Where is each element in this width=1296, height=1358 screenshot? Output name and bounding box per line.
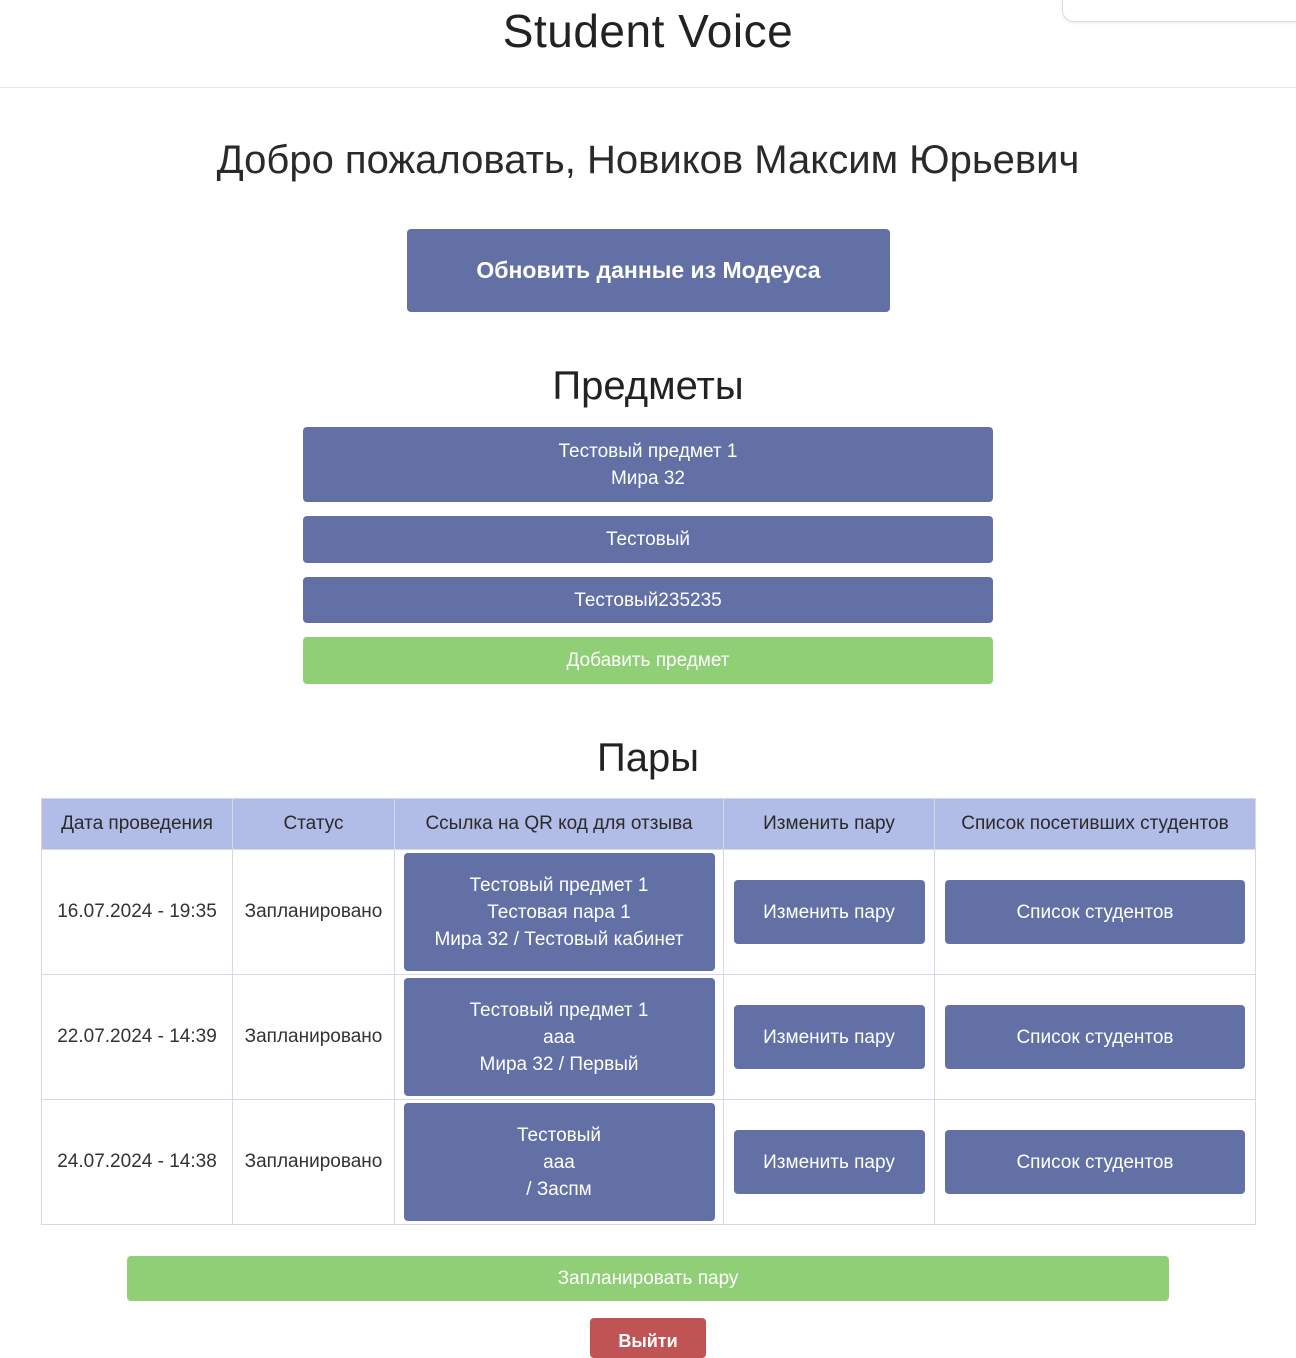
add-subject-button[interactable]: Добавить предмет bbox=[303, 637, 993, 684]
pair-status: Запланировано bbox=[233, 975, 395, 1100]
table-row bbox=[42, 850, 1256, 975]
qr-pair-name: aaa bbox=[543, 1151, 575, 1173]
pair-date: 16.07.2024 - 19:35 bbox=[42, 850, 233, 975]
subject-button-3[interactable] bbox=[303, 577, 993, 623]
app-title: Student Voice bbox=[502, 5, 794, 57]
pair-status: Запланировано bbox=[233, 1100, 395, 1225]
students-list-button[interactable]: Список студентов bbox=[945, 1130, 1245, 1194]
pair-status: Запланировано bbox=[233, 850, 395, 975]
pair-qr-cell bbox=[395, 975, 724, 1100]
table-row bbox=[42, 1100, 1256, 1225]
welcome-heading: Добро пожаловать, Новиков Максим Юрьевич bbox=[216, 138, 1080, 182]
column-header-date: Дата проведения bbox=[42, 799, 233, 850]
pair-date: 22.07.2024 - 14:39 bbox=[42, 975, 233, 1100]
students-list-button[interactable]: Список студентов bbox=[945, 1005, 1245, 1069]
table-row bbox=[42, 975, 1256, 1100]
pair-qr-cell bbox=[395, 1100, 724, 1225]
header bbox=[0, 0, 1296, 88]
qr-subject: Тестовый предмет 1 bbox=[469, 874, 649, 896]
edit-pair-button[interactable]: Изменить пару bbox=[734, 1130, 925, 1194]
pair-edit-cell bbox=[724, 1100, 935, 1225]
column-header-qr: Ссылка на QR код для отзыва bbox=[395, 799, 724, 850]
subject-button-1[interactable] bbox=[303, 427, 993, 502]
corner-panel bbox=[1062, 0, 1296, 22]
pair-students-cell bbox=[935, 975, 1256, 1100]
qr-link-button[interactable] bbox=[404, 853, 715, 971]
pair-qr-cell bbox=[395, 850, 724, 975]
qr-link-button[interactable] bbox=[404, 1103, 715, 1221]
subject-3-name: Тестовый235235 bbox=[574, 589, 722, 611]
pair-edit-cell bbox=[724, 850, 935, 975]
edit-pair-button[interactable]: Изменить пару bbox=[734, 880, 925, 944]
qr-subject: Тестовый bbox=[516, 1124, 602, 1146]
update-modeus-button[interactable]: Обновить данные из Модеуса bbox=[407, 229, 890, 312]
table-header-row bbox=[42, 799, 1256, 850]
qr-link-button[interactable] bbox=[404, 978, 715, 1096]
subject-1-location: Мира 32 bbox=[610, 467, 685, 489]
qr-location: Мира 32 / Первый bbox=[479, 1053, 639, 1075]
pair-students-cell bbox=[935, 850, 1256, 975]
pair-students-cell bbox=[935, 1100, 1256, 1225]
qr-location: / Заспм bbox=[526, 1178, 592, 1200]
qr-location: Мира 32 / Тестовый кабинет bbox=[434, 928, 684, 950]
pairs-table bbox=[41, 798, 1256, 1225]
subject-2-name: Тестовый bbox=[605, 529, 691, 550]
logout-button[interactable]: Выйти bbox=[590, 1318, 706, 1358]
column-header-edit: Изменить пару bbox=[724, 799, 935, 850]
subjects-title: Предметы bbox=[552, 364, 744, 408]
pairs-title: Пары bbox=[597, 736, 699, 780]
students-list-button[interactable]: Список студентов bbox=[945, 880, 1245, 944]
subject-button-2[interactable] bbox=[303, 516, 993, 563]
pair-edit-cell bbox=[724, 975, 935, 1100]
subject-1-name: Тестовый предмет 1 bbox=[558, 440, 738, 462]
qr-pair-name: Тестовая пара 1 bbox=[487, 901, 631, 923]
qr-pair-name: aaa bbox=[543, 1026, 575, 1048]
edit-pair-button[interactable]: Изменить пару bbox=[734, 1005, 925, 1069]
qr-subject: Тестовый предмет 1 bbox=[469, 999, 649, 1021]
column-header-status: Статус bbox=[233, 799, 395, 850]
column-header-students: Список посетивших студентов bbox=[935, 799, 1256, 850]
pair-date: 24.07.2024 - 14:38 bbox=[42, 1100, 233, 1225]
schedule-pair-button[interactable]: Запланировать пару bbox=[127, 1256, 1169, 1301]
